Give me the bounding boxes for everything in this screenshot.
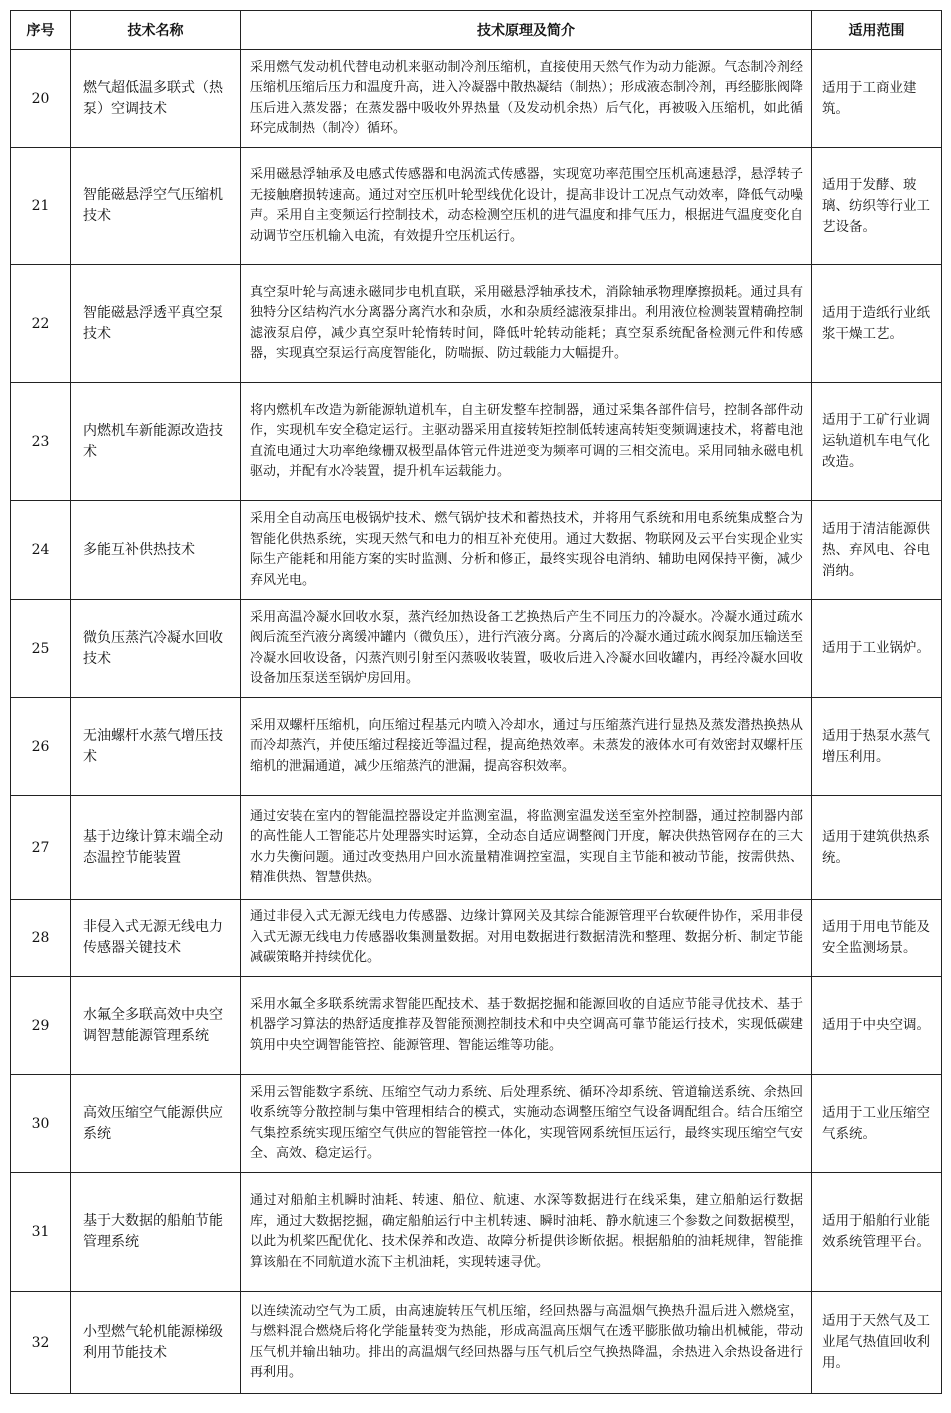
row-number: 20 [11,50,71,148]
row-number: 28 [11,900,71,977]
tech-scope: 适用于用电节能及安全监测场景。 [812,900,942,977]
row-number: 30 [11,1075,71,1173]
tech-scope: 适用于天然气及工业尾气热值回收利用。 [812,1292,942,1394]
tech-name: 基于边缘计算末端全动态温控节能装置 [71,796,241,900]
header-scope: 适用范围 [812,11,942,50]
row-number: 29 [11,977,71,1075]
tech-scope: 适用于工业锅炉。 [812,600,942,698]
tech-name: 非侵入式无源无线电力传感器关键技术 [71,900,241,977]
row-number: 22 [11,265,71,383]
table-row [11,900,942,977]
row-number: 25 [11,600,71,698]
tech-scope: 适用于清洁能源供热、弃风电、谷电消纳。 [812,501,942,600]
tech-name: 内燃机车新能源改造技术 [71,383,241,501]
row-number: 26 [11,698,71,796]
tech-description: 采用全自动高压电极锅炉技术、燃气锅炉技术和蓄热技术，并将用气系统和用电系统集成整合为智能化供热系统，实现天然气和电力的相互补充使用。通过大数据、物联网及云平台实现企业实际生产能耗和用能方案的实时监测、分析和修正，最终实现谷电消纳、辅助电网保持平衡，减少弃风光电。 [241,501,812,600]
tech-description: 通过对船舶主机瞬时油耗、转速、船位、航速、水深等数据进行在线采集，建立船舶运行数据库，通过大数据挖掘，确定船舶运行中主机转速、瞬时油耗、静水航速三个参数之间数据模型，以此为机桨匹配优化、技术保养和改造、故障分析提供诊断依据。根据船舶的油耗规律，智能推算该船在不同航道水流下主机油耗，实现转速寻优。 [241,1173,812,1292]
tech-scope: 适用于造纸行业纸浆干燥工艺。 [812,265,942,383]
tech-scope: 适用于工矿行业调运轨道机车电气化改造。 [812,383,942,501]
table-row [11,600,942,698]
tech-name: 水氟全多联高效中央空调智慧能源管理系统 [71,977,241,1075]
tech-description: 以连续流动空气为工质，由高速旋转压气机压缩，经回热器与高温烟气换热升温后进入燃烧室，与燃料混合燃烧后将化学能量转变为热能，形成高温高压烟气在透平膨胀做功输出机械能，带动压气机并输出轴功。排出的高温烟气经回热器与压气机后空气换热降温，余热进入余热设备进行再利用。 [241,1292,812,1394]
row-number: 23 [11,383,71,501]
table-row [11,698,942,796]
table-row [11,50,942,148]
tech-description: 通过非侵入式无源无线电力传感器、边缘计算网关及其综合能源管理平台软硬件协作，采用非侵入式无源无线电力传感器收集测量数据。对用电数据进行数据清洗和整理、数据分析、制定节能减碳策略并持续优化。 [241,900,812,977]
tech-description: 通过安装在室内的智能温控器设定并监测室温，将监测室温发送至室外控制器，通过控制器内部的高性能人工智能芯片处理器实时运算，全动态自适应调整阀门开度，解决供热管网存在的三大水力失衡问题。通过改变热用户回水流量精准调控室温，实现自主节能和被动节能，按需供热、精准供热、智慧供热。 [241,796,812,900]
tech-scope: 适用于发酵、玻璃、纺织等行业工艺设备。 [812,148,942,265]
tech-scope: 适用于热泵水蒸气增压利用。 [812,698,942,796]
tech-scope: 适用于工商业建筑。 [812,50,942,148]
table-row [11,265,942,383]
header-name: 技术名称 [71,11,241,50]
tech-name: 多能互补供热技术 [71,501,241,600]
table-row [11,796,942,900]
table-header-row [11,11,942,50]
tech-name: 智能磁悬浮透平真空泵技术 [71,265,241,383]
row-number: 24 [11,501,71,600]
tech-name: 燃气超低温多联式（热泵）空调技术 [71,50,241,148]
tech-name: 高效压缩空气能源供应系统 [71,1075,241,1173]
tech-description: 采用水氟全多联系统需求智能匹配技术、基于数据挖掘和能源回收的自适应节能寻优技术、基于机器学习算法的热舒适度推荐及智能预测控制技术和中央空调高可靠节能运行技术，实现低碳建筑用中央空调智能管控、能源管理、智能运维等功能。 [241,977,812,1075]
table-row [11,383,942,501]
tech-name: 基于大数据的船舶节能管理系统 [71,1173,241,1292]
tech-name: 智能磁悬浮空气压缩机技术 [71,148,241,265]
tech-name: 小型燃气轮机能源梯级利用节能技术 [71,1292,241,1394]
tech-scope: 适用于建筑供热系统。 [812,796,942,900]
row-number: 32 [11,1292,71,1394]
header-num: 序号 [11,11,71,50]
tech-scope: 适用于工业压缩空气系统。 [812,1075,942,1173]
row-number: 31 [11,1173,71,1292]
tech-description: 真空泵叶轮与高速永磁同步电机直联，采用磁悬浮轴承技术，消除轴承物理摩擦损耗。通过具有独特分区结构汽水分离器分离汽水和杂质，水和杂质经滤液泵排出。利用液位检测装置精确控制滤液泵启停，减少真空泵叶轮惰转时间，降低叶轮转动能耗；真空泵系统配备检测元件和传感器，实现真空泵运行高度智能化，防喘振、防过载能力大幅提升。 [241,265,812,383]
table-row [11,1173,942,1292]
tech-description: 将内燃机车改造为新能源轨道机车，自主研发整车控制器，通过采集各部件信号，控制各部件动作，实现机车安全稳定运行。主驱动器采用直接转矩控制低转速高转矩变频调速技术，将蓄电池直流电通过大功率绝缘栅双极型晶体管元件进逆变为频率可调的三相交流电。采用同轴永磁电机驱动，并配有水冷装置，提升机车运载能力。 [241,383,812,501]
table-row [11,501,942,600]
tech-description: 采用双螺杆压缩机，向压缩过程基元内喷入冷却水，通过与压缩蒸汽进行显热及蒸发潜热换热从而冷却蒸汽，并使压缩过程接近等温过程，提高绝热效率。未蒸发的液体水可有效密封双螺杆压缩机的泄漏通道，减少压缩蒸汽的泄漏，提高容积效率。 [241,698,812,796]
tech-description: 采用磁悬浮轴承及电感式传感器和电涡流式传感器，实现宽功率范围空压机高速悬浮，悬浮转子无接触磨损转速高。通过对空压机叶轮型线优化设计，提高非设计工况点气动效率，降低气动噪声。采用自主变频运行控制技术，动态检测空压机的进气温度和排气压力，根据进气温度变化自动调节空压机输入电流，有效提升空压机运行。 [241,148,812,265]
tech-name: 无油螺杆水蒸气增压技术 [71,698,241,796]
tech-description: 采用燃气发动机代替电动机来驱动制冷剂压缩机，直接使用天然气作为动力能源。气态制冷剂经压缩机压缩后压力和温度升高，进入冷凝器中散热凝结（制热）；形成液态制冷剂，再经膨胀阀降压后进入蒸发器；在蒸发器中吸收外界热量（及发动机余热）后气化，再被吸入压缩机，如此循环完成制热（制冷）循环。 [241,50,812,148]
header-desc: 技术原理及简介 [241,11,812,50]
tech-scope: 适用于船舶行业能效系统管理平台。 [812,1173,942,1292]
table-row [11,977,942,1075]
row-number: 27 [11,796,71,900]
tech-scope: 适用于中央空调。 [812,977,942,1075]
tech-description: 采用云智能数字系统、压缩空气动力系统、后处理系统、循环冷却系统、管道输送系统、余热回收系统等分散控制与集中管理相结合的模式，实施动态调整压缩空气设备调配组合。结合压缩空气集控系统实现压缩空气供应的智能管控一体化，实现管网系统恒压运行，最终实现压缩空气安全、高效、稳定运行。 [241,1075,812,1173]
table-row [11,1292,942,1394]
table-row [11,148,942,265]
row-number: 21 [11,148,71,265]
technology-table [10,10,942,1394]
table-row [11,1075,942,1173]
tech-description: 采用高温冷凝水回收水泵，蒸汽经加热设备工艺换热后产生不同压力的冷凝水。冷凝水通过疏水阀后流至汽液分离缓冲罐内（微负压），进行汽液分离。分离后的冷凝水通过疏水阀泵加压输送至冷凝水回收设备，闪蒸汽则引射至闪蒸吸收装置，吸收后进入冷凝水回收罐内，再经冷凝水回收设备加压泵送至锅炉房回用。 [241,600,812,698]
tech-name: 微负压蒸汽冷凝水回收技术 [71,600,241,698]
